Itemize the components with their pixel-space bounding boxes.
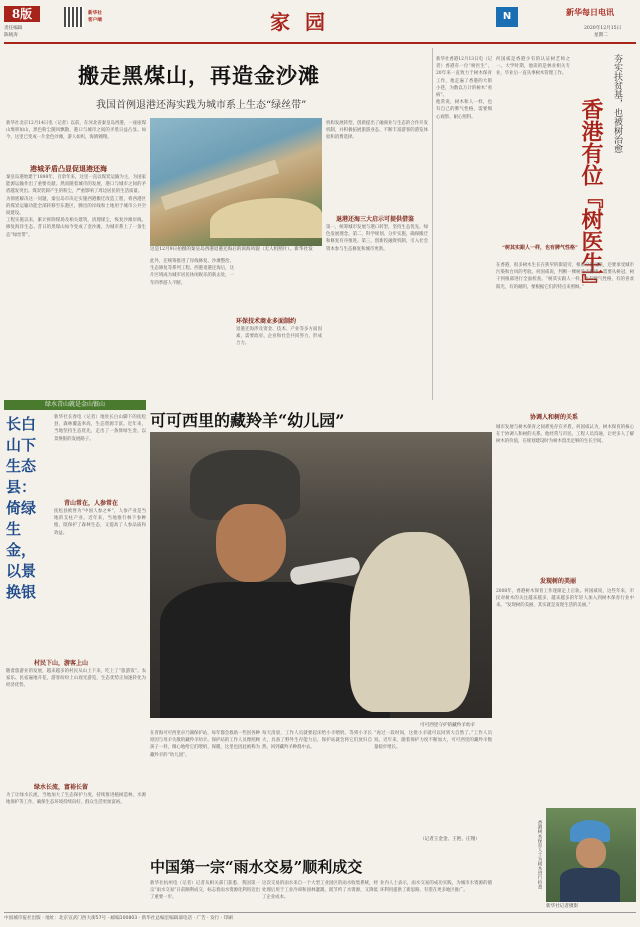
lead-col-5: 机构发展转型，创新提出了融商业与生态的合作开发机制，并积极拓展旅游业态，不断丰富游客的游览体验和消费选择。	[326, 121, 428, 141]
footer-text: 中国城市报社出版 · 地址：北京宣武门西大街57号 · 邮编100803 · 新华社总编室编辑部电话 · 广告 · 发行 · 印刷	[4, 916, 233, 921]
feature-photo-note: 可可西里守护的藏羚羊幼羊	[420, 723, 476, 728]
left-col-1: 新华社长春电（记者）地处长白山脚下的抚松县，森林覆盖率高，生态资源丰富。近年来，当地坚持生态优先，走出了一条倚绿生金、以景换银的发展路子。	[54, 415, 146, 442]
photo-beach	[210, 198, 322, 238]
sidebar-kicker: 夯实扶贫基，也被树治愈	[612, 54, 622, 153]
left-col-4: 为了让绿水长流，当地加大了生态保护力度，持续推进植树造林，水源地保护等工作，确保生态环境持续向好，群众生活更加富裕。	[6, 793, 146, 806]
brand-left: 新华社 客户端	[88, 11, 102, 23]
feature-byline: （记者王金金、王艳、庄翔）	[420, 837, 480, 842]
feature-title: 可可西里的藏羚羊“幼儿园”	[150, 411, 345, 430]
feature-col-1: 在青海可可西里卓乃湖保护站，每年都会救助一些因各种原因与母羊失散的藏羚羊幼羊。保护站的工作人员像照顾孩子一样，细心地给它们喂奶、保暖，这里也因此被称为藏羚羊的“幼儿园”。	[150, 731, 260, 758]
sidebar-title: 香港有位『树医生』	[578, 98, 604, 296]
lead-col-1: 新华社北京12月14日电（记者）以前，在河北省秦皇岛西港，一座座煤山堆积如山，黑色粉尘随风飘散，港口与城市之间的矛盾日益凸显。如今，这里已变成一片金色沙滩，游人如织，海鸥翱翔。	[6, 121, 146, 141]
lead-col-2: 秦皇岛港始建于1898年，百余年来，这里一直以煤炭运输为主，为国家能源运输作出了重要贡献。然而随着城市的发展，港口与城市之间的矛盾越发突出。煤炭装卸产生的粉尘，严重影响了周边居民的生活质量。 为彻底解决这一问题，秦皇岛市决定实施西港搬迁改造工程，将西港区的煤炭运输功能全部转移至东港区，腾出的岸线和土地用于城市公共空间建设。 工程实施以来，累计拆除煤场及相关建筑，清理煤尘，恢复沙滩岸线，修复海洋生态。昔日的黑煤山如今变成了金沙滩，为城市系上了一条生态“绿丝带”。	[6, 175, 146, 238]
right-photo-credit: 新华社记者摄影	[546, 904, 579, 909]
tree-doctor-caption: 香港树木保育人士为树木进行检查	[537, 820, 542, 889]
lead-photo-caption: 这是12月9日拍摄的秦皇岛西港退港还海后的滨海风貌（无人机照片）。新华社发	[150, 247, 313, 252]
left-subhead-1: 青山常在，人参常在	[64, 500, 119, 507]
sidebar-col-2: 何国威是香港少有的认证树艺师之一。大学时期，他读的是林业相关专业，毕业后一直从事树木管理工作。	[496, 57, 570, 77]
editor-label: 责任编辑	[4, 26, 23, 31]
footer-rule	[4, 912, 636, 913]
lead-subhead-1: 港城矛盾凸显促退港还海	[30, 164, 107, 173]
lead-subhead-2: 退港还海三大启示可提供借鉴	[336, 216, 415, 223]
tree-doctor-photo	[546, 808, 636, 902]
bottom-col-3: 业内人士表示，雨水交易的成功实践，为城市水资源的循环利用提供了新思路，有望在更多地区推广。	[380, 881, 492, 894]
lead-subhead-3: 环保技术商业多面制约	[236, 318, 297, 325]
sidebar-subhead-3: 发现树的美丽	[540, 578, 577, 585]
sidebar-col-4: 城市发展与树木保育之间难免存在矛盾。何国威认为，树木保育的核心在于协调人和树的关系。他经常与市民、工程人员沟通，让更多人了解树木的价值，在规划建设时为树木留出足够的生长空间。	[496, 425, 634, 445]
sidebar-subhead-1: “树其实跟人一样，也有脾气性格”	[502, 245, 578, 251]
xinhua-logo-icon: N	[496, 7, 518, 27]
photo-antelope	[350, 532, 470, 712]
bottom-col-1: 新华社杭州电（记者）记者从相关部门获悉，我国第一宗“雨水交易”日前顺利成交，标志着雨水资源化利用迈出了重要一步。	[150, 881, 260, 901]
sidebar-col-3: 在香港，很多树木生长在狭窄的街道旁，根部空间受限，还要承受城市污染和台风的考验。何国威说，判断一棵树是否健康，需要从树冠、树干到根部进行全面检查。“树其实跟人一样，也有脾气性格，有的喜欢阳光，有的耐阴，要根据它们的特点来照顾。”	[496, 263, 634, 290]
lead-col-4: 退港还海涉及资金、技术、产业等多方面因素，需要政府、企业和社会共同努力，形成合力。	[236, 327, 322, 347]
feature-col-3: “再过一段时间，这批小羊就可以回到大自然了。”工作人员说。近年来，随着保护力度不断加大，可可西里的藏羚羊数量稳步增长。	[374, 731, 492, 751]
qr-code-icon	[64, 7, 84, 27]
page-number-badge: 8版	[4, 6, 40, 22]
feature-col-2: 每天清晨，工作人员就要起床给小羊喂奶。等到小羊长大，具备了野外生存能力后，保护站就会将它们放归自然，回到藏羚羊种群中去。	[262, 731, 372, 751]
issue-weekday: 星期二	[594, 33, 608, 38]
antelope-feeding-photo	[150, 432, 492, 718]
header-rule	[4, 42, 636, 44]
left-col-2: 抚松县被誉为“中国人参之乡”，人参产业是当地的支柱产业。近年来，当地推行林下参种植，既保护了森林生态，又提高了人参品质和效益。	[54, 509, 146, 536]
sidebar-col-5: 2008年，香港树木保育工作逐渐走上正轨。何国威说，这些年来，市民对树木的关注越来越多，越来越多的年轻人加入到树木保育行业中来。“发现树的美丽，其实就是发现生活的美丽。”	[496, 589, 634, 609]
editor-name: 陈统涛	[4, 33, 18, 38]
photo-shirt	[560, 868, 620, 902]
brand-right: 新华每日电讯	[566, 8, 614, 17]
sidebar-divider	[432, 48, 433, 400]
sidebar-col-1: 新华社香港12月13日电（记者）香港有一位“树医生”，20年来一直致力于树木保育工作，他走遍了香港的大街小巷，为数以万计的树木“看病”。 他常说，树木和人一样，也有自己的脾气性格，需要细心观察、耐心照料。	[436, 57, 492, 120]
coastline-aerial-photo	[150, 118, 322, 246]
bottom-title: 中国第一宗“雨水交易”顺利成交	[150, 858, 363, 876]
lead-col-3: 此外，还统筹推进了岸线修复、沙滩整治、生态修复等系列工程。西港退港还海后，这片区域成为城市居民休闲娱乐的新去处，一年四季游人不断。	[150, 259, 234, 286]
photo-face	[576, 838, 606, 868]
sidebar-subhead-2: 协调人和树的关系	[530, 414, 579, 421]
issue-date: 2020年12月15日	[584, 26, 622, 31]
lead-title: 搬走黑煤山，再造金沙滩	[78, 63, 320, 88]
left-story-tag: 绿水青山就是金山银山	[4, 400, 146, 410]
left-story-title: 长白山下生态县：倚绿生金，以景换银	[6, 415, 37, 601]
bottom-col-2: 这次交易的雨水来自一个大型工业园区的雨水收集系统，经处理后用于工业冷却和园林灌溉，既节约了水资源，又降低了企业成本。	[262, 881, 378, 901]
left-subhead-3: 绿水长流，富裕长留	[34, 784, 89, 791]
lead-col-6: 第一，统筹城市发展与港口转型，坚持生态优先、绿色发展理念。第二，科学规划、分步实施，确保搬迁和修复有序推进。第三，创新投融资机制，引入社会资本参与生态修复和城市更新。	[326, 225, 428, 252]
photo-ranger-face	[216, 504, 286, 582]
lead-subtitle: 我国首例退港还海实践为城市系上生态“绿丝带”	[96, 100, 307, 111]
section-title: 家 园	[270, 10, 329, 34]
left-subhead-2: 村民下山，游客上山	[34, 660, 89, 667]
left-col-3: 随着旅游业的发展，越来越多的村民从山上下来，吃上了“旅游饭”。农家乐、民宿遍地开花，游客纷纷上山观光游览，生态优势正加速转化为经济优势。	[6, 669, 146, 689]
